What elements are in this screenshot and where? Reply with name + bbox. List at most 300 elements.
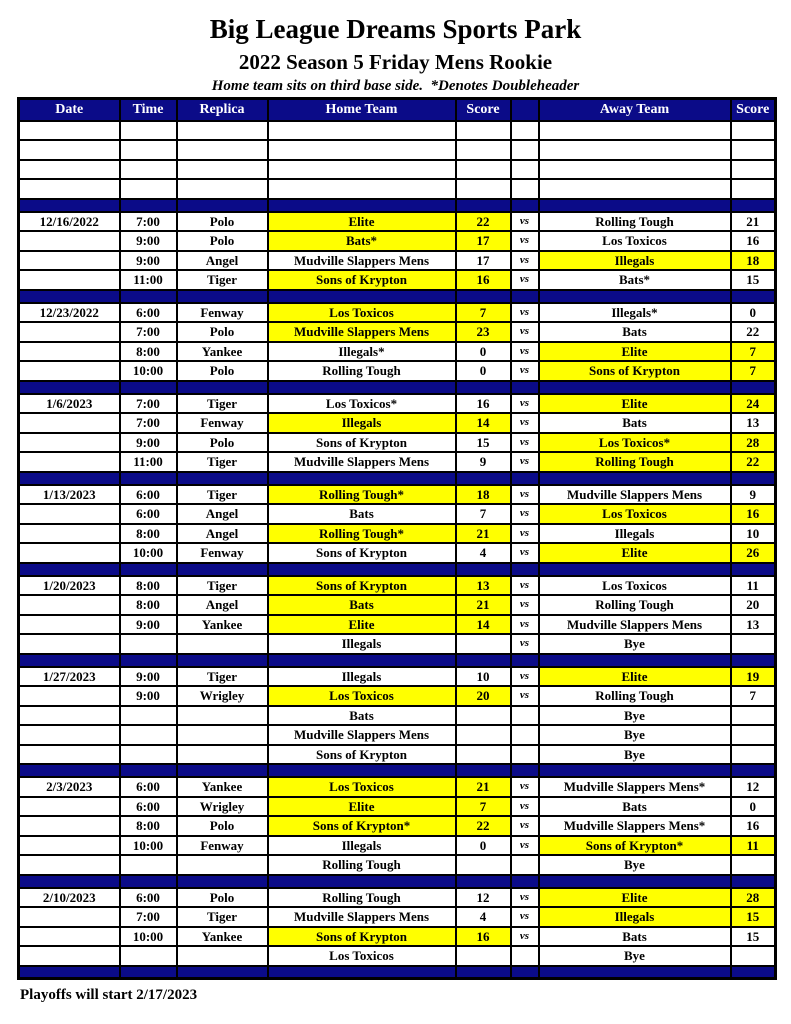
vs-cell — [511, 946, 539, 966]
time-cell: 11:00 — [120, 270, 177, 290]
replica-cell: Fenway — [177, 543, 268, 563]
home-score-cell: 4 — [456, 907, 511, 927]
home-team-cell: Sons of Krypton* — [268, 816, 456, 836]
vs-cell: vs — [511, 504, 539, 524]
time-cell: 8:00 — [120, 342, 177, 362]
replica-cell: Tiger — [177, 576, 268, 596]
replica-cell — [177, 160, 268, 180]
home-score-cell — [456, 966, 511, 979]
replica-cell — [177, 634, 268, 654]
away-team-cell: Bats — [539, 322, 731, 342]
section-separator-row — [19, 654, 776, 667]
time-cell: 10:00 — [120, 927, 177, 947]
away-team-cell: Elite — [539, 667, 731, 687]
away-team-cell: Illegals — [539, 907, 731, 927]
date-cell: 12/23/2022 — [19, 303, 120, 323]
time-cell — [120, 179, 177, 199]
home-score-cell — [456, 706, 511, 726]
column-header-time: Time — [120, 99, 177, 121]
column-header-date: Date — [19, 99, 120, 121]
away-score-cell: 21 — [731, 212, 776, 232]
away-team-cell: Los Toxicos — [539, 576, 731, 596]
away-team-cell: Bye — [539, 855, 731, 875]
section-separator-row — [19, 764, 776, 777]
replica-cell — [177, 745, 268, 765]
vs-cell: vs — [511, 485, 539, 505]
home-team-cell: Los Toxicos — [268, 946, 456, 966]
date-cell — [19, 745, 120, 765]
away-score-cell: 28 — [731, 433, 776, 453]
home-score-cell: 16 — [456, 270, 511, 290]
away-team-cell: Illegals — [539, 524, 731, 544]
date-cell — [19, 342, 120, 362]
date-cell: 2/10/2023 — [19, 888, 120, 908]
game-row — [19, 231, 776, 251]
section-separator-row — [19, 381, 776, 394]
away-team-cell: Mudville Slappers Mens* — [539, 777, 731, 797]
replica-cell — [177, 140, 268, 160]
home-team-cell: Mudville Slappers Mens — [268, 322, 456, 342]
home-team-cell: Rolling Tough — [268, 888, 456, 908]
time-cell: 6:00 — [120, 303, 177, 323]
vs-cell: vs — [511, 452, 539, 472]
away-score-cell: 26 — [731, 543, 776, 563]
home-team-cell — [268, 121, 456, 141]
home-score-cell: 21 — [456, 524, 511, 544]
away-team-cell: Los Toxicos — [539, 504, 731, 524]
home-team-cell: Illegals — [268, 667, 456, 687]
replica-cell: Polo — [177, 888, 268, 908]
vs-cell: vs — [511, 433, 539, 453]
replica-cell — [177, 472, 268, 485]
date-cell — [19, 361, 120, 381]
date-cell — [19, 686, 120, 706]
time-cell — [120, 706, 177, 726]
game-row — [19, 907, 776, 927]
replica-cell: Tiger — [177, 907, 268, 927]
away-score-cell — [731, 634, 776, 654]
home-score-cell: 14 — [456, 413, 511, 433]
replica-cell: Angel — [177, 524, 268, 544]
away-team-cell: Illegals* — [539, 303, 731, 323]
date-cell — [19, 946, 120, 966]
time-cell: 8:00 — [120, 595, 177, 615]
date-cell — [19, 816, 120, 836]
date-cell — [19, 413, 120, 433]
away-score-cell — [731, 179, 776, 199]
home-score-cell — [456, 140, 511, 160]
away-score-cell — [731, 966, 776, 979]
away-score-cell: 15 — [731, 927, 776, 947]
replica-cell: Fenway — [177, 303, 268, 323]
home-score-cell: 0 — [456, 342, 511, 362]
home-score-cell: 7 — [456, 797, 511, 817]
vs-cell — [511, 966, 539, 979]
away-score-cell: 16 — [731, 504, 776, 524]
vs-cell: vs — [511, 836, 539, 856]
replica-cell: Polo — [177, 231, 268, 251]
game-row — [19, 251, 776, 271]
page-note: Home team sits on third base side. *Denotes Doubleheader — [211, 78, 580, 94]
date-cell — [19, 855, 120, 875]
date-cell — [19, 251, 120, 271]
game-row — [19, 927, 776, 947]
time-cell — [120, 946, 177, 966]
section-separator-row — [19, 290, 776, 303]
time-cell: 8:00 — [120, 816, 177, 836]
replica-cell: Polo — [177, 212, 268, 232]
home-score-cell — [456, 875, 511, 888]
date-cell — [19, 797, 120, 817]
game-row — [19, 212, 776, 232]
away-score-cell — [731, 725, 776, 745]
section-separator-row — [19, 875, 776, 888]
game-row — [19, 686, 776, 706]
date-cell — [19, 524, 120, 544]
away-score-cell — [731, 563, 776, 576]
replica-cell — [177, 654, 268, 667]
away-score-cell — [731, 654, 776, 667]
game-row — [19, 615, 776, 635]
time-cell: 9:00 — [120, 231, 177, 251]
date-cell — [19, 322, 120, 342]
away-score-cell — [731, 381, 776, 394]
vs-cell — [511, 725, 539, 745]
home-score-cell — [456, 563, 511, 576]
away-score-cell — [731, 140, 776, 160]
replica-cell: Tiger — [177, 667, 268, 687]
away-team-cell — [539, 764, 731, 777]
away-score-cell — [731, 160, 776, 180]
time-cell: 8:00 — [120, 576, 177, 596]
game-row — [19, 946, 776, 966]
vs-cell — [511, 764, 539, 777]
home-score-cell: 4 — [456, 543, 511, 563]
replica-cell: Angel — [177, 595, 268, 615]
home-team-cell — [268, 563, 456, 576]
away-team-cell: Rolling Tough — [539, 212, 731, 232]
table-header-row — [19, 99, 776, 121]
vs-cell: vs — [511, 595, 539, 615]
vs-cell: vs — [511, 686, 539, 706]
time-cell — [120, 875, 177, 888]
replica-cell: Wrigley — [177, 686, 268, 706]
date-cell — [19, 290, 120, 303]
date-cell — [19, 634, 120, 654]
date-cell — [19, 433, 120, 453]
vs-cell: vs — [511, 394, 539, 414]
away-team-cell: Elite — [539, 543, 731, 563]
empty-row — [19, 121, 776, 141]
home-team-cell: Rolling Tough — [268, 361, 456, 381]
replica-cell: Polo — [177, 322, 268, 342]
away-score-cell: 24 — [731, 394, 776, 414]
away-team-cell: Bats — [539, 797, 731, 817]
home-score-cell: 0 — [456, 836, 511, 856]
vs-cell — [511, 745, 539, 765]
home-team-cell: Bats* — [268, 231, 456, 251]
time-cell — [120, 855, 177, 875]
home-team-cell — [268, 199, 456, 212]
date-cell — [19, 543, 120, 563]
date-cell — [19, 270, 120, 290]
vs-cell — [511, 140, 539, 160]
time-cell: 10:00 — [120, 543, 177, 563]
game-row — [19, 816, 776, 836]
date-cell — [19, 472, 120, 485]
date-cell — [19, 452, 120, 472]
home-team-cell: Elite — [268, 615, 456, 635]
home-team-cell: Bats — [268, 595, 456, 615]
away-team-cell — [539, 875, 731, 888]
schedule-table — [17, 97, 777, 980]
home-score-cell: 0 — [456, 361, 511, 381]
time-cell: 7:00 — [120, 413, 177, 433]
away-score-cell: 13 — [731, 615, 776, 635]
away-team-cell: Bats* — [539, 270, 731, 290]
date-cell — [19, 764, 120, 777]
home-score-cell — [456, 160, 511, 180]
time-cell — [120, 140, 177, 160]
date-cell — [19, 927, 120, 947]
home-score-cell: 13 — [456, 576, 511, 596]
home-score-cell — [456, 855, 511, 875]
time-cell: 11:00 — [120, 452, 177, 472]
game-row — [19, 413, 776, 433]
date-cell — [19, 654, 120, 667]
away-team-cell — [539, 199, 731, 212]
time-cell: 9:00 — [120, 251, 177, 271]
date-cell — [19, 504, 120, 524]
column-header-away-score: Score — [731, 99, 776, 121]
replica-cell — [177, 290, 268, 303]
away-team-cell — [539, 140, 731, 160]
page-subtitle: 2022 Season 5 Friday Mens Rookie — [238, 50, 553, 74]
away-score-cell: 15 — [731, 270, 776, 290]
section-separator-row — [19, 199, 776, 212]
away-team-cell: Sons of Krypton — [539, 361, 731, 381]
away-score-cell: 19 — [731, 667, 776, 687]
empty-row — [19, 179, 776, 199]
time-cell: 9:00 — [120, 686, 177, 706]
home-team-cell: Rolling Tough — [268, 855, 456, 875]
home-team-cell — [268, 381, 456, 394]
away-team-cell: Mudville Slappers Mens* — [539, 816, 731, 836]
vs-cell: vs — [511, 342, 539, 362]
replica-cell: Tiger — [177, 485, 268, 505]
date-cell — [19, 231, 120, 251]
away-score-cell: 7 — [731, 686, 776, 706]
vs-cell: vs — [511, 667, 539, 687]
home-score-cell — [456, 654, 511, 667]
away-team-cell — [539, 179, 731, 199]
home-team-cell: Rolling Tough* — [268, 524, 456, 544]
date-cell — [19, 381, 120, 394]
home-team-cell: Sons of Krypton — [268, 745, 456, 765]
home-score-cell: 16 — [456, 394, 511, 414]
game-row — [19, 797, 776, 817]
replica-cell: Angel — [177, 504, 268, 524]
time-cell — [120, 199, 177, 212]
away-team-cell — [539, 563, 731, 576]
away-score-cell: 10 — [731, 524, 776, 544]
time-cell — [120, 160, 177, 180]
home-team-cell: Los Toxicos — [268, 777, 456, 797]
game-row — [19, 706, 776, 726]
home-score-cell: 10 — [456, 667, 511, 687]
time-cell: 6:00 — [120, 504, 177, 524]
vs-cell — [511, 654, 539, 667]
vs-cell: vs — [511, 413, 539, 433]
game-row — [19, 394, 776, 414]
game-row — [19, 452, 776, 472]
home-team-cell: Bats — [268, 504, 456, 524]
replica-cell: Yankee — [177, 777, 268, 797]
vs-cell — [511, 381, 539, 394]
replica-cell — [177, 764, 268, 777]
time-cell — [120, 121, 177, 141]
away-score-cell: 13 — [731, 413, 776, 433]
home-team-cell: Illegals* — [268, 342, 456, 362]
away-team-cell: Rolling Tough — [539, 452, 731, 472]
home-score-cell: 17 — [456, 231, 511, 251]
home-team-cell: Mudville Slappers Mens — [268, 725, 456, 745]
time-cell: 8:00 — [120, 524, 177, 544]
away-score-cell: 22 — [731, 322, 776, 342]
away-team-cell: Bye — [539, 946, 731, 966]
home-team-cell: Sons of Krypton — [268, 576, 456, 596]
away-team-cell: Elite — [539, 342, 731, 362]
vs-cell: vs — [511, 251, 539, 271]
away-score-cell: 7 — [731, 342, 776, 362]
home-score-cell — [456, 745, 511, 765]
home-team-cell: Sons of Krypton — [268, 543, 456, 563]
away-score-cell: 9 — [731, 485, 776, 505]
home-team-cell — [268, 160, 456, 180]
section-separator-row — [19, 563, 776, 576]
vs-cell: vs — [511, 634, 539, 654]
vs-cell — [511, 875, 539, 888]
vs-cell: vs — [511, 303, 539, 323]
date-cell: 1/6/2023 — [19, 394, 120, 414]
column-header-replica: Replica — [177, 99, 268, 121]
vs-cell: vs — [511, 212, 539, 232]
home-team-cell: Illegals — [268, 836, 456, 856]
home-score-cell: 15 — [456, 433, 511, 453]
home-score-cell — [456, 725, 511, 745]
home-team-cell: Bats — [268, 706, 456, 726]
game-row — [19, 725, 776, 745]
home-score-cell — [456, 381, 511, 394]
game-row — [19, 433, 776, 453]
page-title: Big League Dreams Sports Park — [209, 14, 582, 44]
away-score-cell: 16 — [731, 231, 776, 251]
home-team-cell: Rolling Tough* — [268, 485, 456, 505]
home-team-cell — [268, 179, 456, 199]
time-cell: 6:00 — [120, 777, 177, 797]
away-score-cell: 0 — [731, 303, 776, 323]
vs-cell: vs — [511, 797, 539, 817]
away-score-cell — [731, 706, 776, 726]
away-team-cell: Bats — [539, 927, 731, 947]
replica-cell — [177, 875, 268, 888]
vs-cell — [511, 160, 539, 180]
date-cell — [19, 160, 120, 180]
time-cell — [120, 725, 177, 745]
vs-cell: vs — [511, 322, 539, 342]
home-team-cell — [268, 764, 456, 777]
away-team-cell: Illegals — [539, 251, 731, 271]
date-cell — [19, 725, 120, 745]
away-score-cell: 22 — [731, 452, 776, 472]
replica-cell: Angel — [177, 251, 268, 271]
time-cell — [120, 654, 177, 667]
game-row — [19, 524, 776, 544]
home-team-cell: Mudville Slappers Mens — [268, 452, 456, 472]
home-score-cell: 22 — [456, 816, 511, 836]
away-score-cell — [731, 290, 776, 303]
time-cell: 10:00 — [120, 361, 177, 381]
away-score-cell — [731, 764, 776, 777]
replica-cell: Yankee — [177, 927, 268, 947]
away-team-cell: Elite — [539, 888, 731, 908]
away-team-cell — [539, 966, 731, 979]
date-cell — [19, 966, 120, 979]
home-score-cell — [456, 634, 511, 654]
game-row — [19, 342, 776, 362]
away-score-cell: 12 — [731, 777, 776, 797]
column-header-vs — [511, 99, 539, 121]
replica-cell — [177, 725, 268, 745]
vs-cell: vs — [511, 816, 539, 836]
empty-row — [19, 140, 776, 160]
home-team-cell — [268, 472, 456, 485]
home-team-cell: Los Toxicos — [268, 686, 456, 706]
time-cell — [120, 563, 177, 576]
away-team-cell: Rolling Tough — [539, 595, 731, 615]
vs-cell — [511, 855, 539, 875]
replica-cell: Fenway — [177, 413, 268, 433]
vs-cell — [511, 563, 539, 576]
date-cell — [19, 595, 120, 615]
home-team-cell: Mudville Slappers Mens — [268, 907, 456, 927]
away-team-cell — [539, 290, 731, 303]
home-team-cell: Illegals — [268, 413, 456, 433]
away-team-cell: Bye — [539, 706, 731, 726]
vs-cell: vs — [511, 576, 539, 596]
away-team-cell: Los Toxicos* — [539, 433, 731, 453]
away-score-cell — [731, 472, 776, 485]
replica-cell: Polo — [177, 361, 268, 381]
away-team-cell: Sons of Krypton* — [539, 836, 731, 856]
home-team-cell: Mudville Slappers Mens — [268, 251, 456, 271]
away-team-cell — [539, 654, 731, 667]
home-team-cell: Sons of Krypton — [268, 270, 456, 290]
time-cell: 7:00 — [120, 394, 177, 414]
time-cell — [120, 966, 177, 979]
home-team-cell: Los Toxicos — [268, 303, 456, 323]
time-cell — [120, 290, 177, 303]
away-score-cell — [731, 855, 776, 875]
game-row — [19, 836, 776, 856]
time-cell: 9:00 — [120, 615, 177, 635]
game-row — [19, 543, 776, 563]
away-team-cell: Bats — [539, 413, 731, 433]
replica-cell: Tiger — [177, 270, 268, 290]
home-score-cell: 7 — [456, 303, 511, 323]
date-cell: 1/20/2023 — [19, 576, 120, 596]
replica-cell: Polo — [177, 433, 268, 453]
